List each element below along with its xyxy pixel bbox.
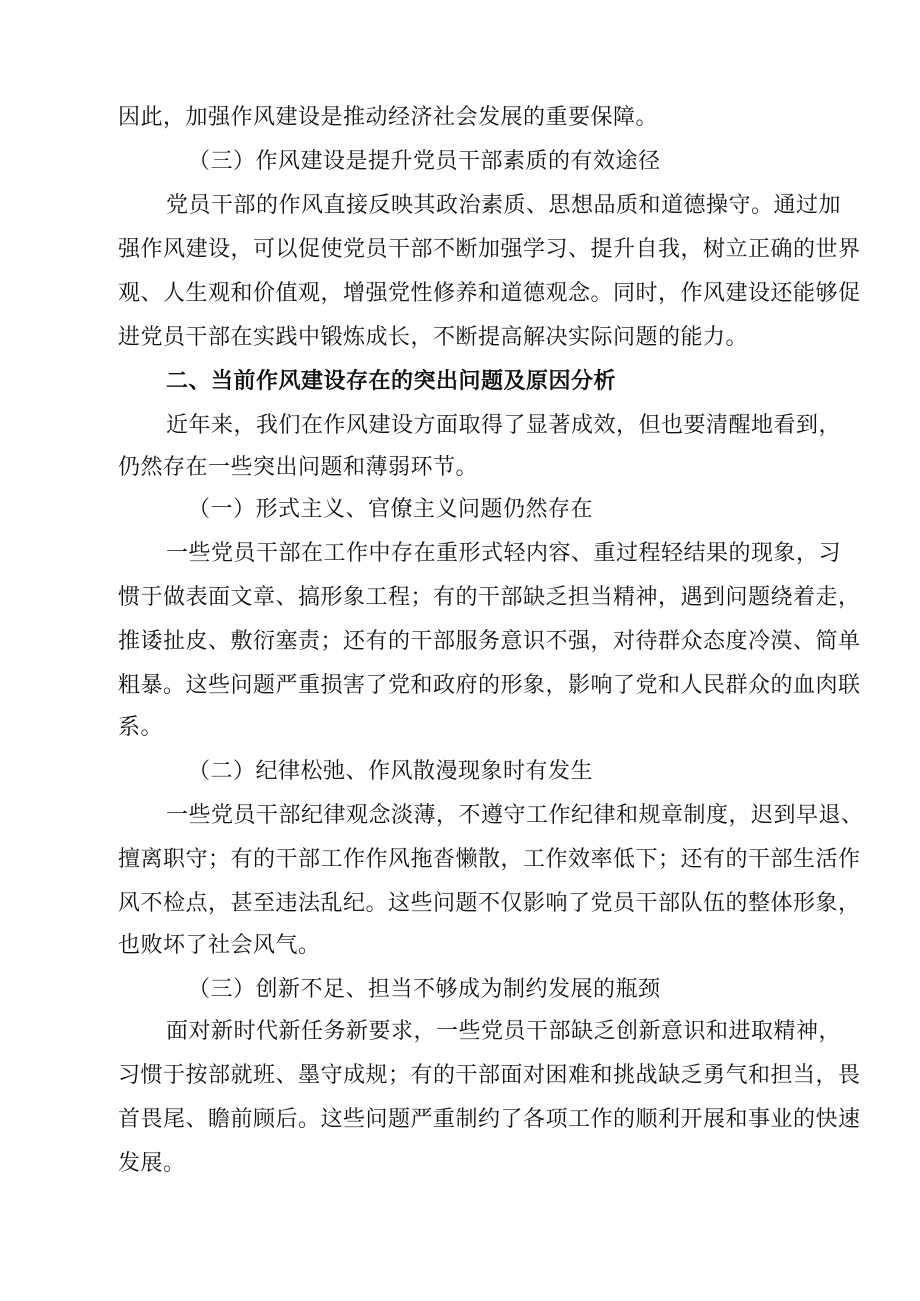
paragraph-line: 近年来，我们在作风建设方面取得了显著成效，但也要清醒地看到， xyxy=(166,413,842,438)
paragraph-line: 一些党员干部在工作中存在重形式轻内容、重过程轻结果的现象，习 xyxy=(166,541,842,566)
section-heading: 二、当前作风建设存在的突出问题及原因分析 xyxy=(166,369,617,394)
paragraph-line: 习惯于按部就班、墨守成规；有的干部面对困难和挑战缺乏勇气和担当，畏 xyxy=(118,1063,861,1088)
paragraph-line: 因此，加强作风建设是推动经济社会发展的重要保障。 xyxy=(118,105,659,130)
subheading: （三）作风建设是提升党员干部素质的有效途径 xyxy=(188,149,661,174)
paragraph-line: 面对新时代新任务新要求，一些党员干部缺乏创新意识和进取精神， xyxy=(166,1019,842,1044)
paragraph-line: 进党员干部在实践中锻炼成长，不断提高解决实际问题的能力。 xyxy=(118,325,749,350)
subheading: （二）纪律松弛、作风散漫现象时有发生 xyxy=(188,759,594,784)
paragraph-line: 仍然存在一些突出问题和薄弱环节。 xyxy=(118,455,479,480)
paragraph-line: 惯于做表面文章、搞形象工程；有的干部缺乏担当精神，遇到问题绕着走， xyxy=(118,585,861,610)
paragraph-line: 粗暴。这些问题严重损害了党和政府的形象，影响了党和人民群众的血肉联 xyxy=(118,673,861,698)
subheading: （三）创新不足、担当不够成为制约发展的瓶颈 xyxy=(188,977,661,1002)
subheading: （一）形式主义、官僚主义问题仍然存在 xyxy=(188,497,594,522)
paragraph-line: 系。 xyxy=(118,715,164,740)
paragraph-line: 观、人生观和价值观，增强党性修养和道德观念。同时，作风建设还能够促 xyxy=(118,281,861,306)
paragraph-line: 擅离职守；有的干部工作作风拖沓懒散，工作效率低下；还有的干部生活作 xyxy=(118,847,861,872)
paragraph-line: 首畏尾、瞻前顾后。这些问题严重制约了各项工作的顺利开展和事业的快速 xyxy=(118,1107,861,1132)
paragraph-line: 发展。 xyxy=(118,1151,186,1176)
paragraph-line: 也败坏了社会风气。 xyxy=(118,933,321,958)
paragraph-line: 一些党员干部纪律观念淡薄，不遵守工作纪律和规章制度，迟到早退、 xyxy=(166,803,864,828)
paragraph-line: 推诿扯皮、敷衍塞责；还有的干部服务意识不强，对待群众态度冷漠、简单 xyxy=(118,629,861,654)
paragraph-line: 党员干部的作风直接反映其政治素质、思想品质和道德操守。通过加 xyxy=(166,193,842,218)
paragraph-line: 风不检点，甚至违法乱纪。这些问题不仅影响了党员干部队伍的整体形象， xyxy=(118,891,861,916)
paragraph-line: 强作风建设，可以促使党员干部不断加强学习、提升自我，树立正确的世界 xyxy=(118,237,861,262)
